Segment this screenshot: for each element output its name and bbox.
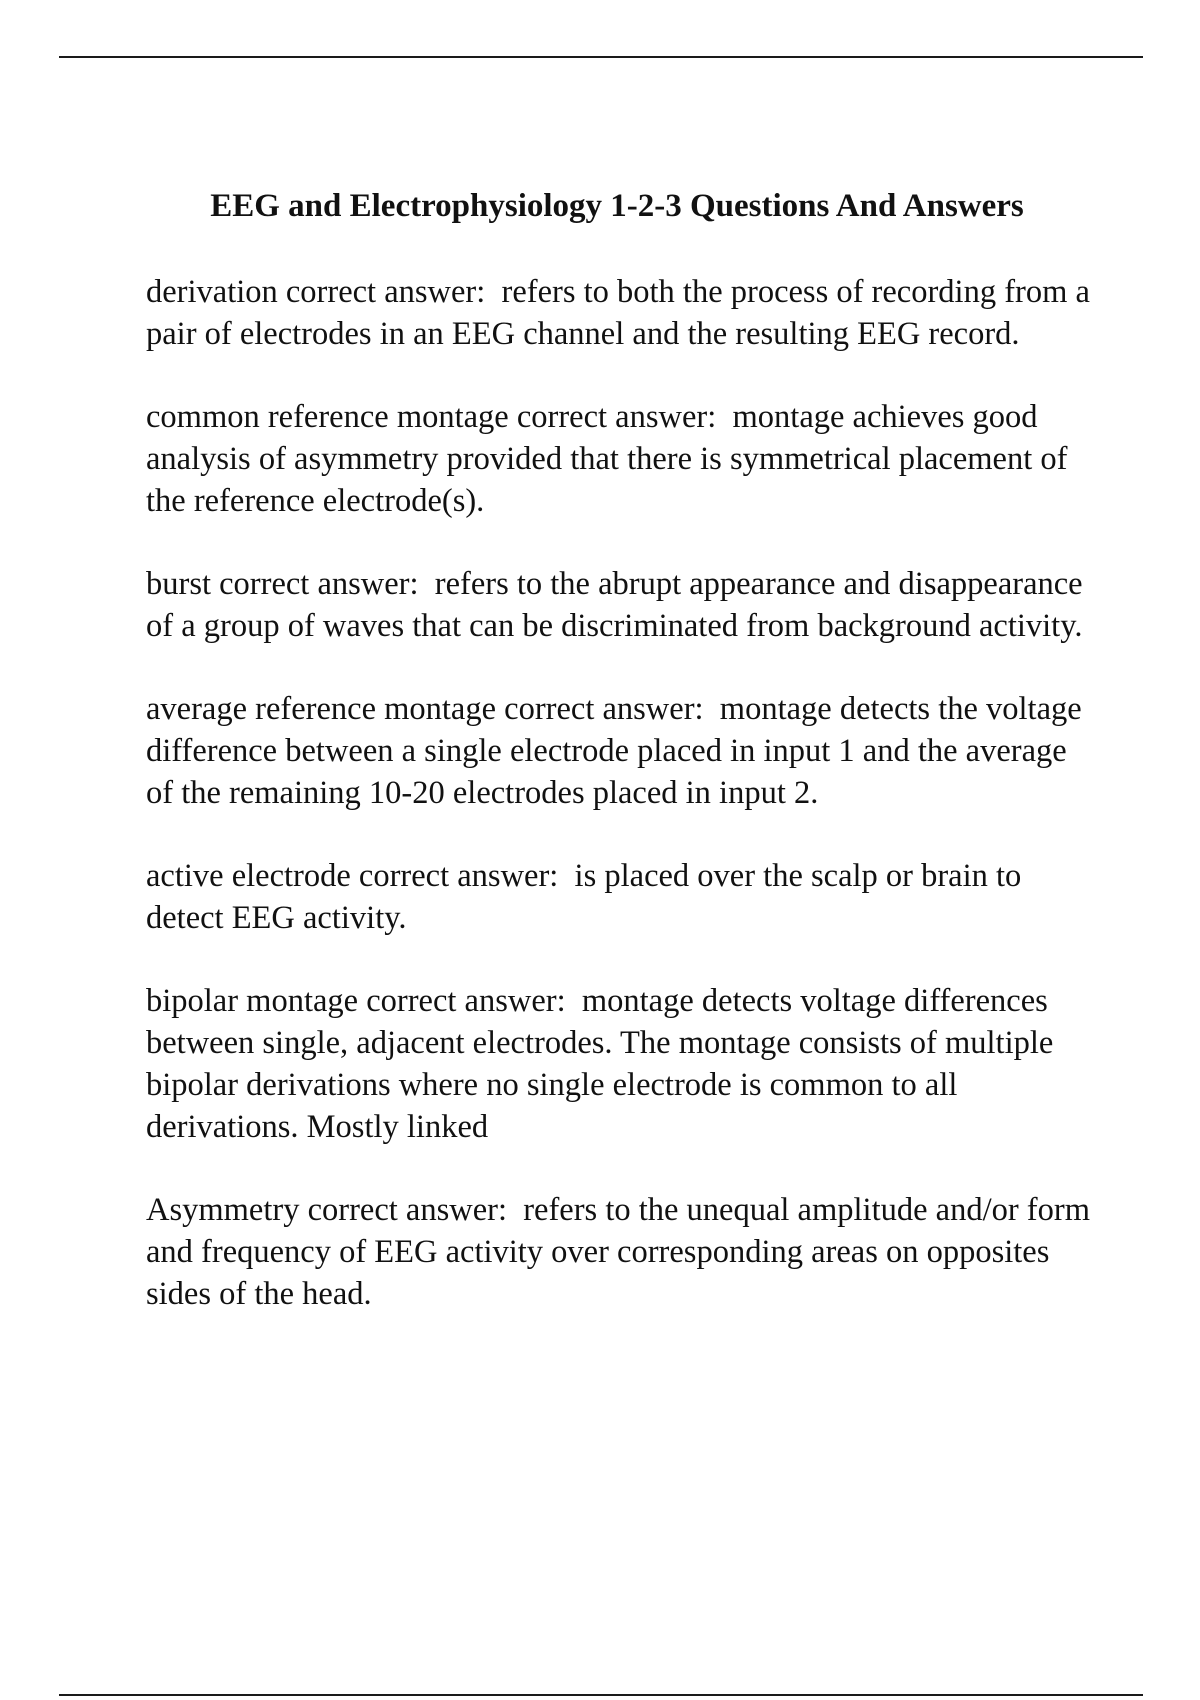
qa-entry-common-reference-montage: common reference montage correct answer: montage achieves good analysis of asymmetry provided that there is symmetrical placement of the reference electrode(s). (146, 399, 1068, 519)
qa-entry-average-reference-montage: average reference montage correct answer: montage detects the voltage difference between a single electrode placed in input 1 and the average of the remaining 10-20 electrodes placed in input 2. (146, 691, 1082, 811)
qa-entry-active-electrode: active electrode correct answer: is placed over the scalp or brain to detect EEG activity. (146, 858, 1022, 936)
qa-entry-asymmetry: Asymmetry correct answer: refers to the unequal amplitude and/or form and frequency of EEG activity over corresponding areas on opposites sides of the head. (146, 1192, 1090, 1312)
qa-list (146, 271, 1096, 1356)
top-rule (59, 56, 1143, 58)
qa-entry-bipolar-montage: bipolar montage correct answer: montage detects voltage differences between single, adjacent electrodes. The montage consists of multiple bipolar derivations where no single electrode is common to all derivations. Mostly linked (146, 983, 1054, 1145)
bottom-rule (59, 1694, 1143, 1696)
qa-entry-burst: burst correct answer: refers to the abrupt appearance and disappearance of a group of waves that can be discriminated from background activity. (146, 566, 1083, 644)
qa-entry-derivation: derivation correct answer: refers to both the process of recording from a pair of electrodes in an EEG channel and the resulting EEG record. (146, 274, 1090, 352)
document-title: EEG and Electrophysiology 1-2-3 Questions And Answers (210, 188, 1024, 224)
